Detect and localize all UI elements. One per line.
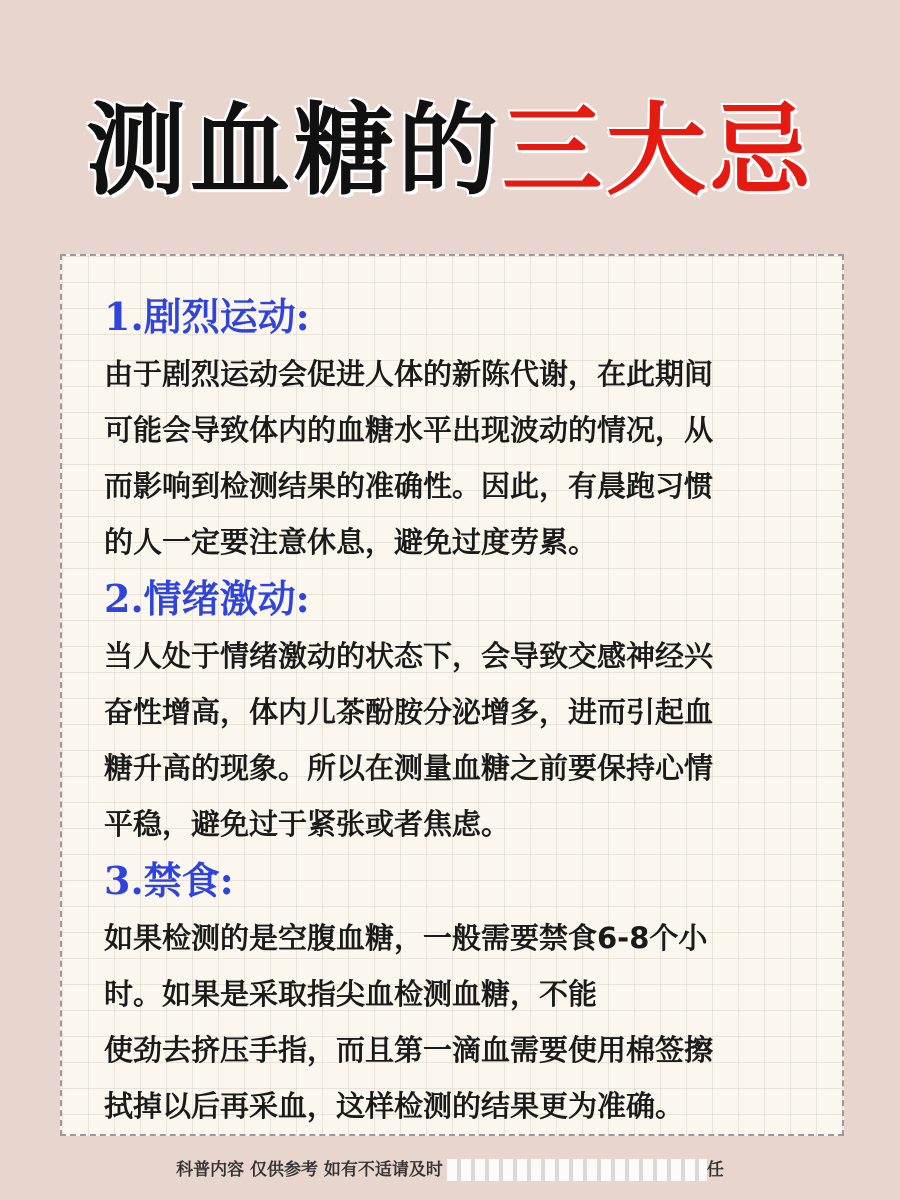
footer-tail: 任 [706,1160,724,1180]
paragraph-line: 可能会导致体内的血糖水平出现波动的情况，从 [104,413,714,447]
section-2 [104,570,834,852]
section-paragraph [104,346,834,570]
title-black-part: 测血糖的 [86,92,502,209]
paragraph-line: 糖升高的现象。所以在测量血糖之前要保持心情 [104,751,714,785]
paragraph-line: 当人处于情绪激动的状态下，会导致交感神经兴 [104,639,714,673]
paragraph-line: 而影响到检测结果的准确性。因此，有晨跑习惯 [104,469,714,503]
paragraph-line: 平稳，避免过于紧张或者焦虑。 [104,807,511,841]
footer-text: 科普内容 仅供参考 如有不适请及时 [176,1160,443,1180]
title-red-part: 三大忌 [502,92,814,209]
watermark-overlay [447,1159,707,1181]
section-paragraph [104,910,834,1134]
content-body [104,288,834,1134]
paragraph-line: 的人一定要注意休息，避免过度劳累。 [104,525,598,559]
paragraph-line: 奋性增高，体内儿茶酚胺分泌增多，进而引起血 [104,695,714,729]
footer-disclaimer [0,1152,900,1188]
section-heading: 1.剧烈运动: [104,294,310,339]
section-heading: 3.禁食: [104,858,234,903]
paragraph-line: 时。如果是采取指尖血检测血糖，不能 [104,977,598,1011]
paragraph-line: 使劲去挤压手指，而且第一滴血需要使用棉签擦 [104,1033,714,1067]
section-1 [104,288,834,570]
page-title [0,86,900,216]
section-heading: 2.情绪激动: [104,576,310,621]
paragraph-line: 如果检测的是空腹血糖，一般需要禁食6-8个小 [104,921,708,955]
section-3 [104,852,834,1134]
paragraph-line: 由于剧烈运动会促进人体的新陈代谢，在此期间 [104,357,714,391]
paragraph-line: 拭掉以后再采血，这样检测的结果更为准确。 [104,1089,685,1123]
section-paragraph [104,628,834,852]
